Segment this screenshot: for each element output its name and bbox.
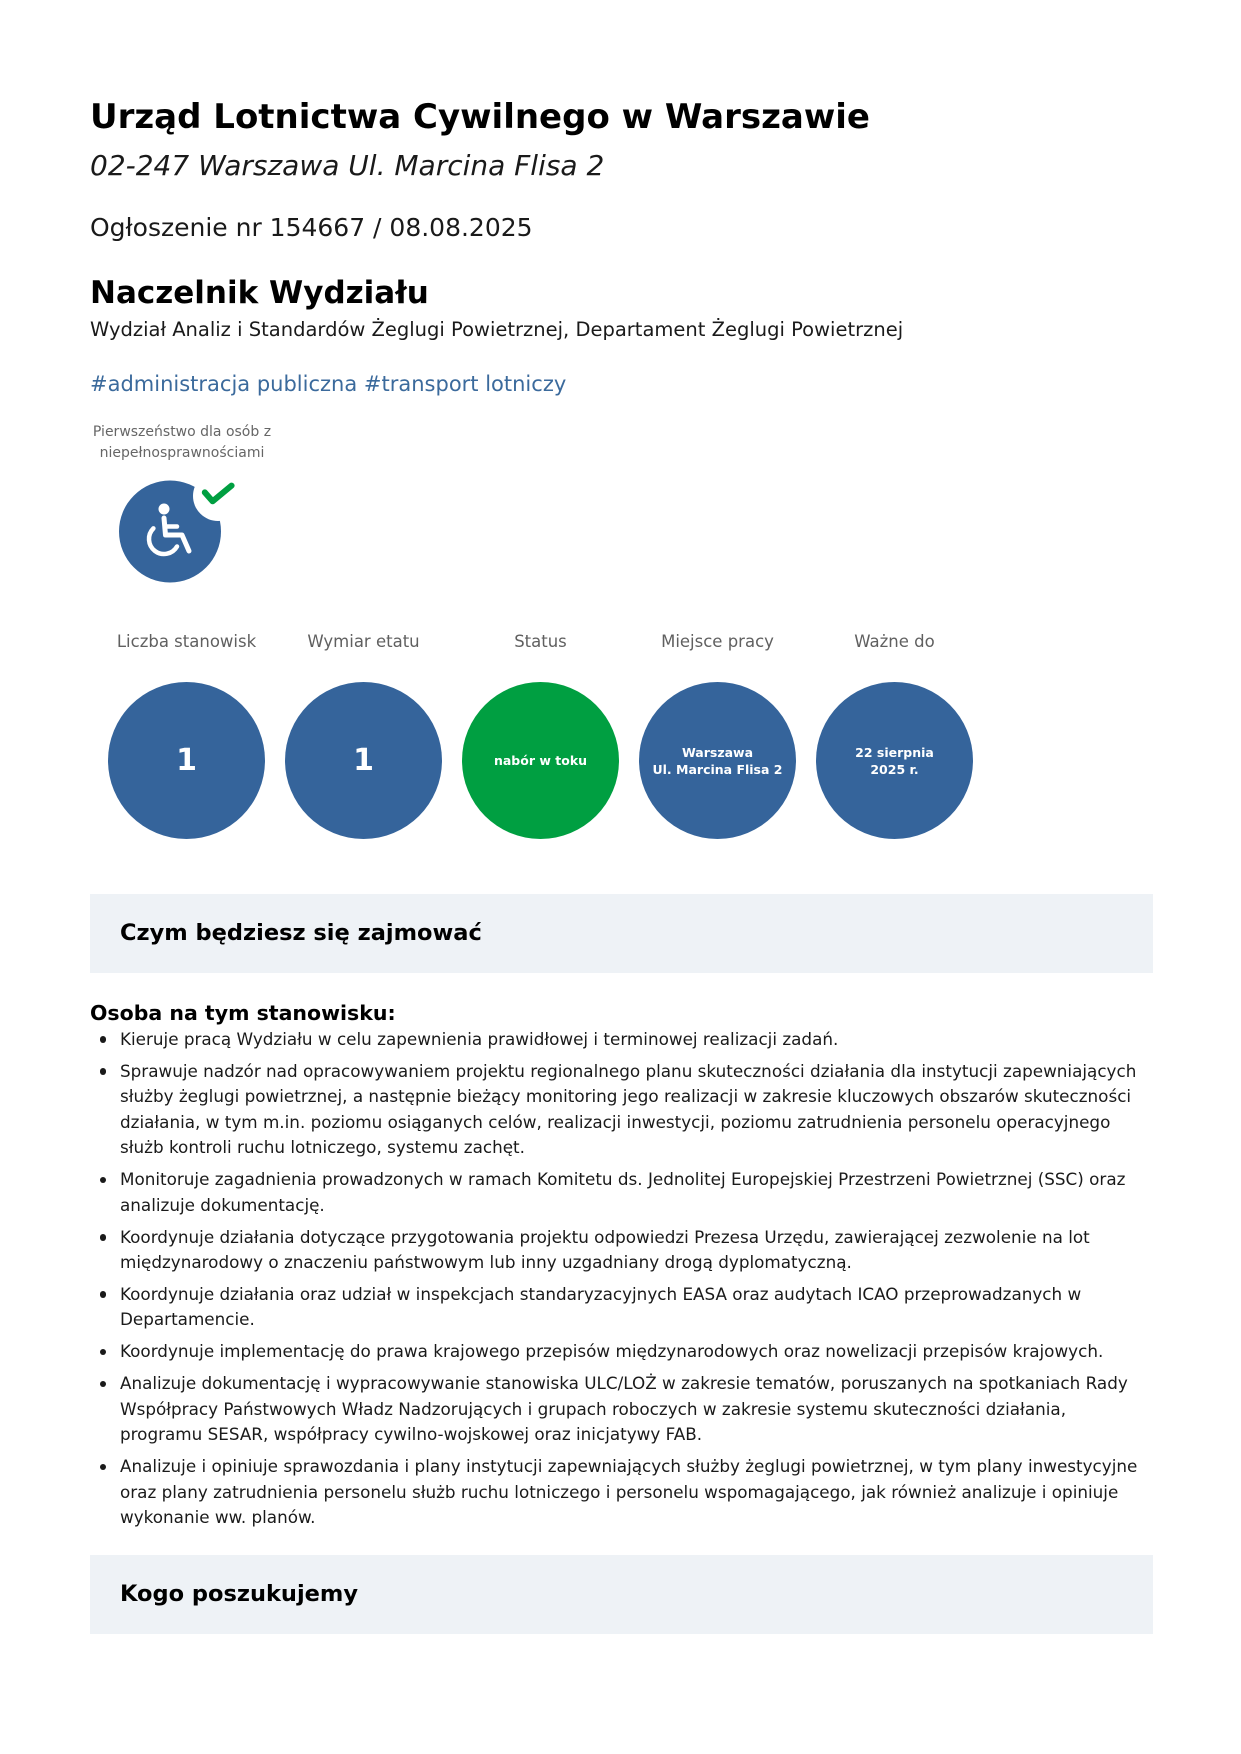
list-item [90,1339,1153,1364]
stat-value-line: Ul. Marcina Flisa 2 [652,761,783,777]
list-bullet [100,1381,107,1388]
list-item-text: działania, w tym m.in. poziomu osiąganych celów, realizacji inwestycji, poziomu zatrudnienia personelu operacyjnego [120,1111,1111,1132]
stat-value-line: Warszawa [681,744,754,760]
stat-valid-until [806,632,983,839]
list-item [90,1371,1153,1447]
list-item-text: Koordynuje działania oraz udział w inspekcjach standaryzacyjnych EASA oraz audytach ICAO przeprowadzanych w [120,1284,1082,1305]
list-item-text: Koordynuje działania dotyczące przygotowania projektu odpowiedzi Prezesa Urzędu, zawierającej zezwolenie na lot [120,1226,1090,1247]
list-item [90,1454,1153,1530]
list-item-text: wykonanie ww. planów. [120,1507,316,1528]
stat-value-circle [285,682,442,839]
check-icon [193,471,243,521]
list-item [90,1225,1153,1276]
position-title: Naczelnik Wydziału [90,275,429,311]
tag-list [90,371,566,397]
stat-status [452,632,629,839]
stat-value-circle [108,682,265,839]
stat-workplace [629,632,806,839]
stat-label: Liczba stanowisk [116,632,257,651]
list-bullet [100,1349,107,1356]
section-heading: Czym będziesz się zajmować [120,920,482,946]
stat-value-circle [462,682,619,839]
list-item-text: Departamencie. [120,1309,255,1330]
stat-value: 1 [353,742,374,778]
list-bullet [100,1291,107,1298]
list-item-text: programu SESAR, współpracy cywilno-wojskowej oraz inicjatywy FAB. [120,1424,703,1445]
list-item-text: Sprawuje nadzór nad opracowywaniem projektu regionalnego planu skuteczności działania dla instytucji zapewniających [120,1061,1137,1081]
stat-positions-count [98,632,275,839]
section-subheading: Osoba na tym stanowisku: [90,1001,396,1025]
list-item [90,1167,1153,1218]
stat-label: Ważne do [854,632,935,651]
list-item-text: analizuje dokumentację. [120,1194,325,1215]
list-bullet [100,1068,107,1075]
list-item-text: międzynarodowy o znaczeniu państwowym lub inny uzgadniany drogą dyplomatyczną. [120,1252,852,1273]
tag: #transport lotniczy [363,372,567,396]
list-item-text: oraz plany zatrudnienia personelu służb ruchu lotniczego i personelu wspomagającego, jak również analizuje i opiniuje [120,1481,1119,1502]
department-name: Wydział Analiz i Standardów Żeglugi Powietrznej, Departament Żeglugi Powietrznej [90,318,904,341]
tag: #administracja publiczna [90,372,358,396]
announcement-number: Ogłoszenie nr 154667 / 08.08.2025 [90,213,533,242]
stat-label: Wymiar etatu [307,632,420,651]
list-bullet [100,1234,107,1241]
list-item-text: Monitoruje zagadnienia prowadzonych w ramach Komitetu ds. Jednolitej Europejskiej Przestrzeni Powietrznej (SSC) oraz [120,1169,1126,1190]
list-bullet [100,1464,107,1471]
list-item-text: Współpracy Państwowych Władz Nadzorujących i grupach roboczych w zakresie systemu skuteczności działania, [120,1398,1067,1419]
stat-label: Status [514,632,567,651]
list-item [90,1027,1153,1052]
list-bullet [100,1036,107,1043]
stat-value-line: 2025 r. [870,761,919,777]
list-item-text: Analizuje dokumentację i wypracowywanie stanowiska ULC/LOŻ w zakresie tematów, poruszanych na spotkaniach Rady [120,1373,1128,1394]
list-item-text: Koordynuje implementację do prawa krajowego przepisów międzynarodowych oraz nowelizacji przepisów krajowych. [120,1341,1104,1362]
organization-name: Urząd Lotnictwa Cywilnego w Warszawie [90,97,870,137]
stat-label: Miejsce pracy [661,632,774,651]
section-heading: Kogo poszukujemy [120,1581,359,1607]
section-header-requirements [90,1555,1153,1634]
list-item [90,1059,1153,1161]
accessibility-priority-label: Pierwszeństwo dla osób z niepełnosprawnościami [92,424,272,461]
list-item-text: służby żeglugi powietrznej, a następnie bieżący monitoring jego realizacji w zakresie kluczowych obszarów skuteczności [120,1086,1132,1107]
job-stats [98,632,983,839]
organization-address: 02-247 Warszawa Ul. Marcina Flisa 2 [90,149,605,182]
section-header-duties [90,894,1153,973]
list-item [90,1282,1153,1333]
stat-value-line: 22 sierpnia [855,744,934,760]
list-bullet [100,1177,107,1184]
stat-value: 1 [176,742,197,778]
list-item-text: Analizuje i opiniuje sprawozdania i plany instytucji zapewniających służby żeglugi powietrznej, w tym plany inwestycyjne [120,1456,1138,1477]
duties-list [90,1027,1153,1537]
stat-value-circle [816,682,973,839]
accessibility-priority-icon [110,465,250,585]
stat-employment-rate [275,632,452,839]
list-item-text: służb kontroli ruchu lotniczego, systemu zachęt. [120,1137,525,1158]
list-item-text: Kieruje pracą Wydziału w celu zapewnienia prawidłowej i terminowej realizacji zadań. [120,1029,839,1049]
stat-value: nabór w toku [493,753,588,768]
stat-value-circle [639,682,796,839]
